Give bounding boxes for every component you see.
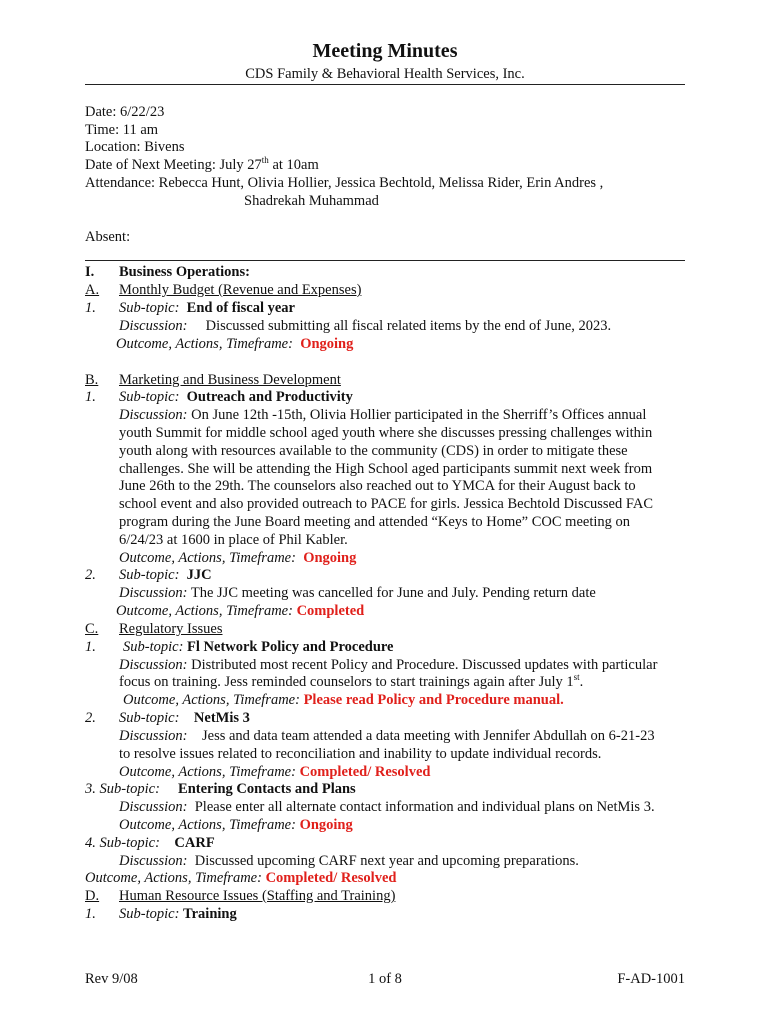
subtopic (119, 389, 353, 406)
item-number: 2. (85, 710, 96, 726)
discussion (119, 407, 646, 424)
discussion-line (119, 674, 583, 691)
outcome-status: Please read Policy and Procedure manual. (303, 692, 564, 708)
subtopic (119, 906, 237, 923)
subtopic (85, 835, 215, 852)
subtopic-label: Sub-topic: (119, 300, 180, 316)
discussion-text: Discussed submitting all fiscal related items by the end of June, 2023. (205, 318, 612, 334)
outcome-status: Completed (296, 603, 365, 619)
subtopic-label: 4. Sub-topic: (85, 835, 160, 851)
discussion-line: program during the June Board meeting and attended “Keys to Home” COC meeting on (119, 514, 630, 530)
discussion-label: Discussion: (119, 799, 188, 815)
discussion-text: On June 12th -15th, Olivia Hollier participated in the Sherriff’s Offices annual (191, 407, 647, 423)
subtopic-title: Outreach and Productivity (186, 389, 353, 405)
discussion-text: Jess and data team attended a data meeting with Jennifer Abdullah on 6-21-23 (201, 728, 655, 744)
subtopic (85, 781, 356, 798)
outcome-status: Completed/ Resolved (299, 764, 431, 780)
item-number: 2. (85, 567, 96, 583)
discussion-line: youth along with resources available to the community (CDS) in order to mitigate these (119, 443, 628, 459)
outcome (119, 764, 430, 781)
discussion-text: focus on training. Jess reminded counselors to start trainings again after July 1 (119, 674, 574, 690)
item-number: 1. (85, 300, 96, 316)
outcome (119, 550, 356, 567)
subtopic-title: Fl Network Policy and Procedure (187, 639, 394, 655)
discussion-label: Discussion: (119, 407, 188, 423)
outcome (116, 603, 364, 620)
absent: Absent: (85, 229, 131, 245)
outcome-status: Ongoing (300, 336, 354, 352)
discussion (119, 728, 655, 745)
discussion-text: Please enter all alternate contact information and individual plans on NetMis 3. (194, 799, 655, 815)
next-meeting-ordinal: th (261, 155, 269, 166)
outcome-label: Outcome, Actions, Timeframe: (119, 550, 296, 566)
discussion (119, 853, 579, 870)
outcome-label: Outcome, Actions, Timeframe: (116, 603, 293, 619)
subsection-title-b: Marketing and Business Development (119, 372, 341, 388)
item-number: 1. (85, 389, 96, 405)
discussion-line: youth Summit for middle school aged youth where she discusses pressing challenges within (119, 425, 653, 441)
discussion-line: school event and also provided outreach to PACE for girls. Jessica Bechtold Discussed FAC (119, 496, 654, 512)
discussion-label: Discussion: (119, 657, 188, 673)
organization-name: CDS Family & Behavioral Health Services, Inc. (245, 66, 525, 82)
subtopic-title: Training (183, 906, 237, 922)
subsection-title-a: Monthly Budget (Revenue and Expenses) (119, 282, 362, 298)
discussion-line: challenges. She will be attending the High School aged participants summit next week from (119, 461, 653, 477)
discussion-label: Discussion: (119, 585, 188, 601)
footer-revision: Rev 9/08 (85, 971, 138, 987)
discussion-line: June 26th to the 29th. The counselors also reached out to YMCA for their August back to (119, 478, 636, 494)
outcome-label: Outcome, Actions, Timeframe: (119, 764, 296, 780)
outcome (123, 692, 564, 709)
subsection-letter-b: B. (85, 372, 99, 388)
subtopic-title: End of fiscal year (186, 300, 295, 316)
discussion (119, 585, 596, 602)
meeting-time: Time: 11 am (85, 122, 159, 138)
outcome-label: Outcome, Actions, Timeframe: (116, 336, 293, 352)
subsection-title-d: Human Resource Issues (Staffing and Training) (119, 888, 396, 904)
footer-page-number: 1 of 8 (368, 971, 402, 987)
subtopic-label: 3. Sub-topic: (85, 781, 160, 797)
meeting-location: Location: Bivens (85, 139, 185, 155)
attendance: Attendance: Rebecca Hunt, Olivia Hollier, Jessica Bechtold, Melissa Rider, Erin Andres , (85, 175, 604, 191)
subtopic (119, 710, 250, 727)
outcome-status: Completed/ Resolved (265, 870, 397, 886)
period: . (579, 674, 584, 690)
subtopic (123, 639, 394, 656)
footer-form-id: F-AD-1001 (617, 971, 685, 987)
subsection-title-c: Regulatory Issues (119, 621, 223, 637)
discussion (119, 318, 611, 335)
next-meeting (85, 157, 319, 174)
subtopic-label: Sub-topic: (119, 710, 180, 726)
next-meeting-text: Date of Next Meeting: July 27 (85, 157, 262, 173)
subtopic-title: Entering Contacts and Plans (178, 781, 356, 797)
outcome-status: Ongoing (299, 817, 353, 833)
subtopic-label: Sub-topic: (119, 567, 180, 583)
subtopic-title: CARF (174, 835, 215, 851)
header-divider (85, 84, 685, 85)
next-meeting-time: at 10am (268, 157, 319, 173)
discussion-text: Distributed most recent Policy and Procedure. Discussed updates with particular (191, 657, 658, 673)
item-number: 1. (85, 639, 96, 655)
item-number: 1. (85, 906, 96, 922)
outcome-label: Outcome, Actions, Timeframe: (119, 817, 296, 833)
discussion (119, 799, 655, 816)
discussion-label: Discussion: (119, 728, 188, 744)
outcome-status: Ongoing (303, 550, 357, 566)
discussion-text: Discussed upcoming CARF next year and upcoming preparations. (194, 853, 579, 869)
subsection-letter-c: C. (85, 621, 99, 637)
page-title: Meeting Minutes (312, 40, 458, 62)
section-number: I. (85, 264, 95, 280)
section-divider (85, 260, 685, 261)
subsection-letter-a: A. (85, 282, 100, 298)
outcome (85, 870, 396, 887)
subtopic-title: NetMis 3 (193, 710, 250, 726)
subtopic (119, 567, 212, 584)
subtopic-label: Sub-topic: (123, 639, 184, 655)
ordinal-suffix: st (573, 672, 580, 683)
outcome (116, 336, 353, 353)
subtopic-title: JJC (186, 567, 212, 583)
discussion-line: 6/24/23 at 1600 in place of Phil Kabler. (119, 532, 348, 548)
discussion-label: Discussion: (119, 853, 188, 869)
discussion-label: Discussion: (119, 318, 188, 334)
outcome-label: Outcome, Actions, Timeframe: (85, 870, 262, 886)
attendance-continued: Shadrekah Muhammad (244, 193, 379, 209)
discussion-line: to resolve issues related to reconciliation and inability to update individual records. (119, 746, 602, 762)
subsection-letter-d: D. (85, 888, 100, 904)
subtopic-label: Sub-topic: (119, 389, 180, 405)
subtopic-label: Sub-topic: (119, 906, 180, 922)
discussion-text: The JJC meeting was cancelled for June and July. Pending return date (190, 585, 596, 601)
section-title: Business Operations: (119, 264, 250, 280)
subtopic (119, 300, 295, 317)
meeting-date: Date: 6/22/23 (85, 104, 165, 120)
outcome (119, 817, 353, 834)
outcome-label: Outcome, Actions, Timeframe: (123, 692, 300, 708)
